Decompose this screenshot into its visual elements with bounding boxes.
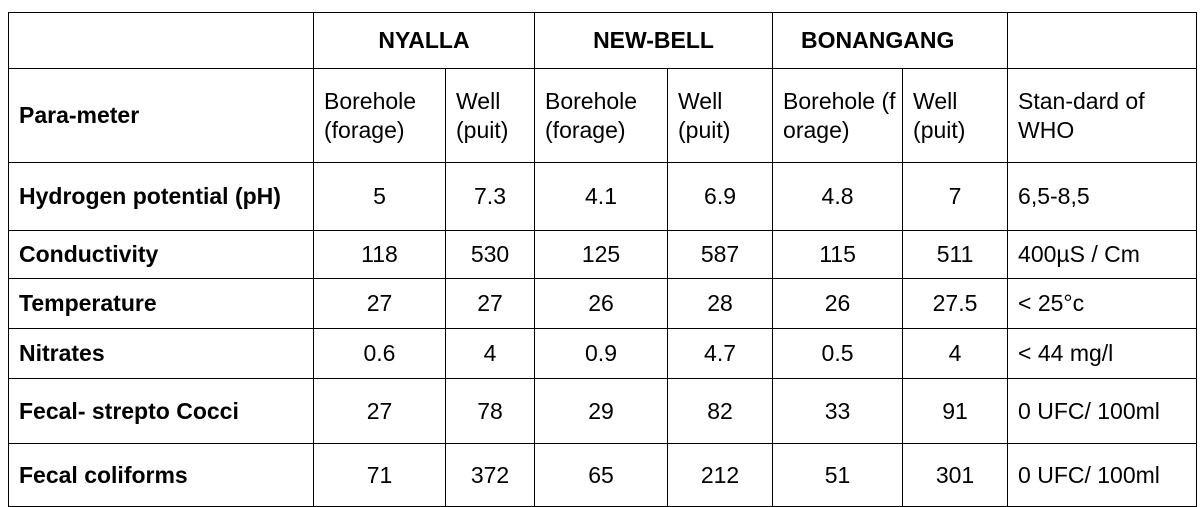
table-row xyxy=(9,163,1197,231)
cell-value: 6.9 xyxy=(668,163,773,231)
newbell-well-header: Well (puit) xyxy=(668,69,773,163)
cell-value: 65 xyxy=(535,444,668,507)
cell-value: 33 xyxy=(773,379,903,444)
cell-value: 27 xyxy=(446,279,535,329)
empty-header-cell xyxy=(1008,13,1197,69)
water-quality-table xyxy=(8,12,1197,507)
cell-value: 26 xyxy=(535,279,668,329)
param-header: Para-meter xyxy=(9,69,314,163)
cell-value: 511 xyxy=(903,231,1008,279)
cell-value: 587 xyxy=(668,231,773,279)
group-header-row xyxy=(9,13,1197,69)
cell-value: 301 xyxy=(903,444,1008,507)
cell-value: 28 xyxy=(668,279,773,329)
cell-value: 115 xyxy=(773,231,903,279)
cell-value: 78 xyxy=(446,379,535,444)
empty-corner-cell xyxy=(9,13,314,69)
table-row xyxy=(9,329,1197,379)
cell-value: 71 xyxy=(314,444,446,507)
cell-value: 27.5 xyxy=(903,279,1008,329)
newbell-borehole-header: Borehole (forage) xyxy=(535,69,668,163)
cell-value: 0.6 xyxy=(314,329,446,379)
cell-value: 5 xyxy=(314,163,446,231)
cell-value: 4 xyxy=(446,329,535,379)
cell-value: 212 xyxy=(668,444,773,507)
cell-value: 82 xyxy=(668,379,773,444)
cell-who-standard: 0 UFC/ 100ml xyxy=(1008,444,1197,507)
row-param: Fecal coliforms xyxy=(9,444,314,507)
cell-value: 91 xyxy=(903,379,1008,444)
group-header-new-bell: NEW-BELL xyxy=(535,13,773,69)
cell-value: 27 xyxy=(314,279,446,329)
cell-value: 27 xyxy=(314,379,446,444)
cell-value: 530 xyxy=(446,231,535,279)
cell-value: 372 xyxy=(446,444,535,507)
row-param: Temperature xyxy=(9,279,314,329)
table-row xyxy=(9,279,1197,329)
cell-value: 4.8 xyxy=(773,163,903,231)
nyalla-well-header: Well (puit) xyxy=(446,69,535,163)
cell-who-standard: < 25°c xyxy=(1008,279,1197,329)
table-row xyxy=(9,231,1197,279)
nyalla-borehole-header: Borehole (forage) xyxy=(314,69,446,163)
row-param: Fecal- strepto Cocci xyxy=(9,379,314,444)
sub-header-row xyxy=(9,69,1197,163)
cell-value: 26 xyxy=(773,279,903,329)
cell-value: 7 xyxy=(903,163,1008,231)
cell-value: 4.7 xyxy=(668,329,773,379)
who-standard-header: Stan-dard of WHO xyxy=(1008,69,1197,163)
cell-value: 4.1 xyxy=(535,163,668,231)
cell-value: 0.5 xyxy=(773,329,903,379)
cell-value: 51 xyxy=(773,444,903,507)
cell-value: 118 xyxy=(314,231,446,279)
cell-value: 7.3 xyxy=(446,163,535,231)
cell-value: 125 xyxy=(535,231,668,279)
cell-who-standard: < 44 mg/l xyxy=(1008,329,1197,379)
bonangang-borehole-header: Borehole (forage) xyxy=(773,69,903,163)
cell-value: 4 xyxy=(903,329,1008,379)
table-row xyxy=(9,444,1197,507)
cell-who-standard: 6,5-8,5 xyxy=(1008,163,1197,231)
row-param: Nitrates xyxy=(9,329,314,379)
row-param: Conductivity xyxy=(9,231,314,279)
row-param: Hydrogen potential (pH) xyxy=(9,163,314,231)
cell-who-standard: 400µS / Cm xyxy=(1008,231,1197,279)
cell-value: 29 xyxy=(535,379,668,444)
cell-value: 0.9 xyxy=(535,329,668,379)
bonangang-well-header: Well (puit) xyxy=(903,69,1008,163)
table-row xyxy=(9,379,1197,444)
group-header-bonangang: BONANGANG xyxy=(773,13,1008,69)
cell-who-standard: 0 UFC/ 100ml xyxy=(1008,379,1197,444)
group-header-nyalla: NYALLA xyxy=(314,13,535,69)
